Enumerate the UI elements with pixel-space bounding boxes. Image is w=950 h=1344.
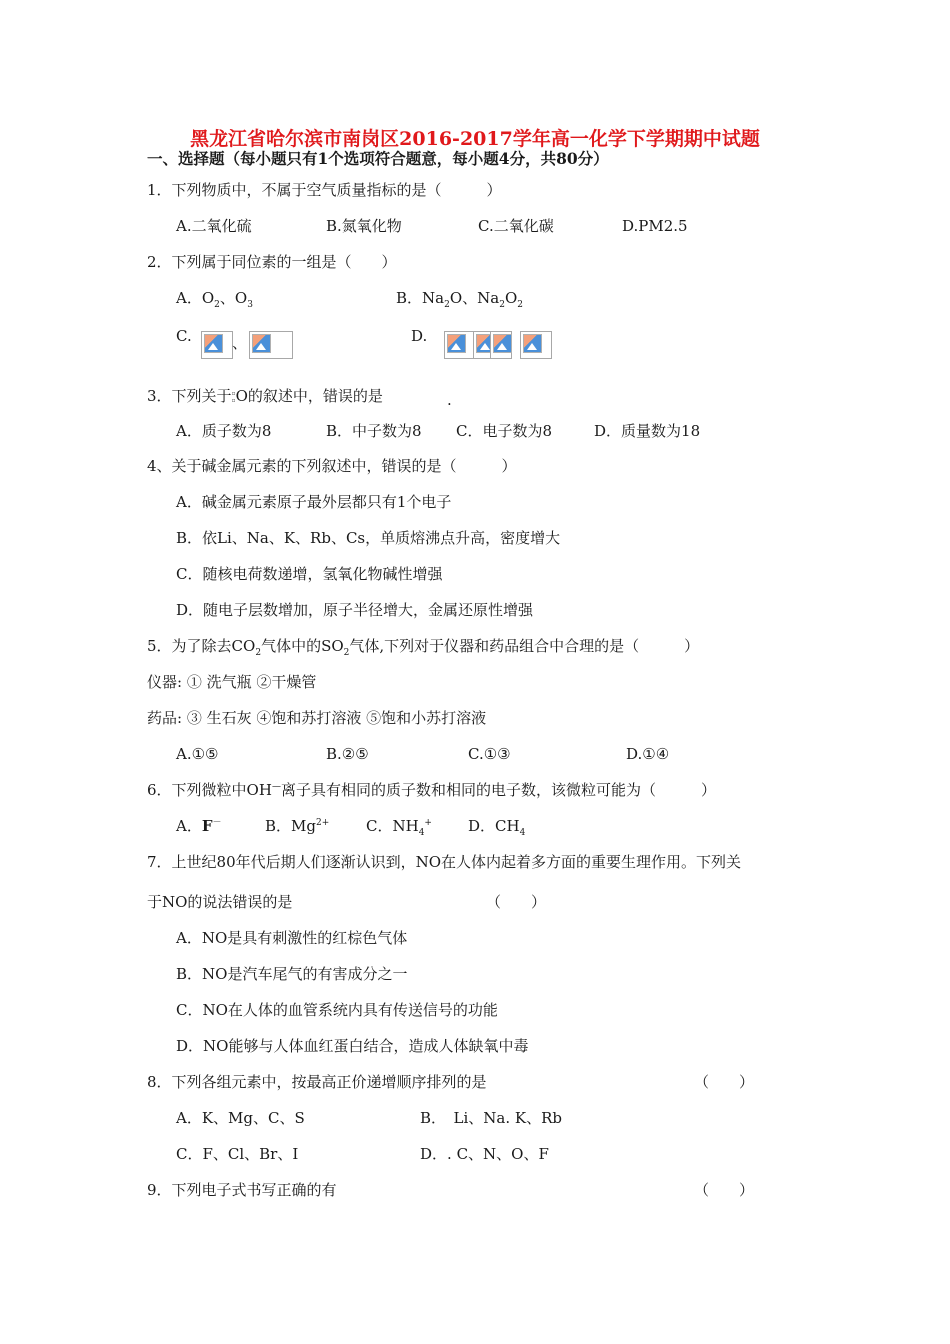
isotope-notation-icon: ▫ ▫ [231, 390, 236, 404]
question-8-option-b: B． Li、Na. K、Rb [420, 1109, 562, 1127]
question-3-dot: . [447, 391, 452, 409]
section-heading: 一、选择题（每小题只有1个选项符合题意，每小题4分，共80分） [147, 149, 609, 168]
question-1-option-c: C.二氧化碳 [478, 217, 554, 235]
image-placeholder-icon [490, 331, 512, 359]
question-4-option-d: D．随电子层数增加，原子半径增大，金属还原性增强 [176, 601, 534, 619]
question-1-option-a: A.二氧化硫 [176, 217, 252, 235]
question-3-option-b: B．中子数为8 [326, 422, 422, 440]
question-8-stem: 8．下列各组元素中，按最高正价递增顺序排列的是 [147, 1073, 487, 1091]
question-7-option-d: D．NO能够与人体血红蛋白结合，造成人体缺氧中毒 [176, 1037, 529, 1055]
question-6-option-c: C．$NH_4^+$ [366, 817, 432, 838]
question-7-stem-line1: 7．上世纪80年代后期人们逐渐认识到，NO在人体内起着多方面的重要生理作用。下列关 [147, 853, 742, 871]
question-6-option-a: A．F－ [176, 817, 222, 835]
question-2-option-c-separator: 、 [232, 334, 248, 352]
question-4-option-c: C．随核电荷数递增，氢氧化物碱性增强 [176, 565, 443, 583]
question-8-answer-paren: （ ） [694, 1073, 755, 1091]
question-3-option-c: C．电子数为8 [456, 422, 553, 440]
question-3-stem: 3．下列关于▫ ▫O的叙述中，错误的是 [147, 387, 383, 405]
image-placeholder-icon [444, 331, 476, 359]
question-5-option-c: C.①③ [468, 745, 511, 763]
question-4-option-b: B．依Li、Na、K、Rb、Cs，单质熔沸点升高，密度增大 [176, 529, 561, 547]
question-3-option-d: D．质量数为18 [594, 422, 701, 440]
question-9-stem: 9．下列电子式书写正确的有 [147, 1181, 337, 1199]
question-7-answer-paren: （ ） [486, 893, 547, 911]
question-1-option-b: B.氮氧化物 [326, 217, 402, 235]
question-4-option-a: A．碱金属元素原子最外层都只有1个电子 [176, 493, 452, 511]
question-7-option-b: B．NO是汽车尾气的有害成分之一 [176, 965, 408, 983]
question-2-stem: 2．下列属于同位素的一组是（ ） [147, 253, 397, 271]
image-placeholder-icon [201, 331, 233, 359]
image-placeholder-icon [249, 331, 293, 359]
question-4-stem: 4、关于碱金属元素的下列叙述中，错误的是（ ） [147, 457, 517, 475]
question-9-answer-paren: （ ） [694, 1181, 755, 1199]
question-6-option-b: B．$Mg^{2+}$ [265, 817, 330, 835]
question-5-option-d: D.①④ [626, 745, 670, 763]
question-5-reagents: 药品: ③ 生石灰 ④饱和苏打溶液 ⑤饱和小苏打溶液 [147, 709, 487, 727]
image-placeholder-icon [520, 331, 552, 359]
question-6-stem: 6．下列微粒中OH—离子具有相同的质子数和相同的电子数，该微粒可能为（ ） [147, 781, 716, 799]
question-5-option-a: A.①⑤ [176, 745, 219, 763]
question-7-option-a: A．NO是具有刺激性的红棕色气体 [176, 929, 408, 947]
question-2-option-a: A．$O_2$、$O_3$ [176, 289, 253, 310]
question-8-option-c: C．F、Cl、Br、I [176, 1145, 299, 1163]
question-7-option-c: C．NO在人体的血管系统内具有传送信号的功能 [176, 1001, 498, 1019]
question-2-option-b: B．$Na_2O$、$Na_2O_2$ [396, 289, 523, 310]
question-2-option-c-label: C. [176, 327, 192, 345]
question-8-option-d: D．. C、N、O、F [420, 1145, 549, 1163]
question-2-option-d-label: D. [411, 327, 428, 345]
question-5-instruments: 仪器: ① 洗气瓶 ②干燥管 [147, 673, 317, 691]
question-8-option-a: A．K、Mg、C、S [176, 1109, 305, 1127]
page-title: 黑龙江省哈尔滨市南岗区2016-2017学年高一化学下学期期中试题 [190, 128, 760, 150]
question-1-stem: 1．下列物质中，不属于空气质量指标的是（ ） [147, 181, 502, 199]
question-7-stem-line2: 于NO的说法错误的是 [147, 893, 293, 911]
question-3-option-a: A．质子数为8 [176, 422, 272, 440]
question-5-option-b: B.②⑤ [326, 745, 369, 763]
question-6-option-d: D．$CH_4$ [468, 817, 526, 838]
question-1-option-d: D.PM2.5 [622, 217, 688, 235]
question-5-stem: 5．为了除去$CO_2$气体中的$SO_2$气体,下列对于仪器和药品组合中合理的是（ ） [147, 637, 700, 658]
